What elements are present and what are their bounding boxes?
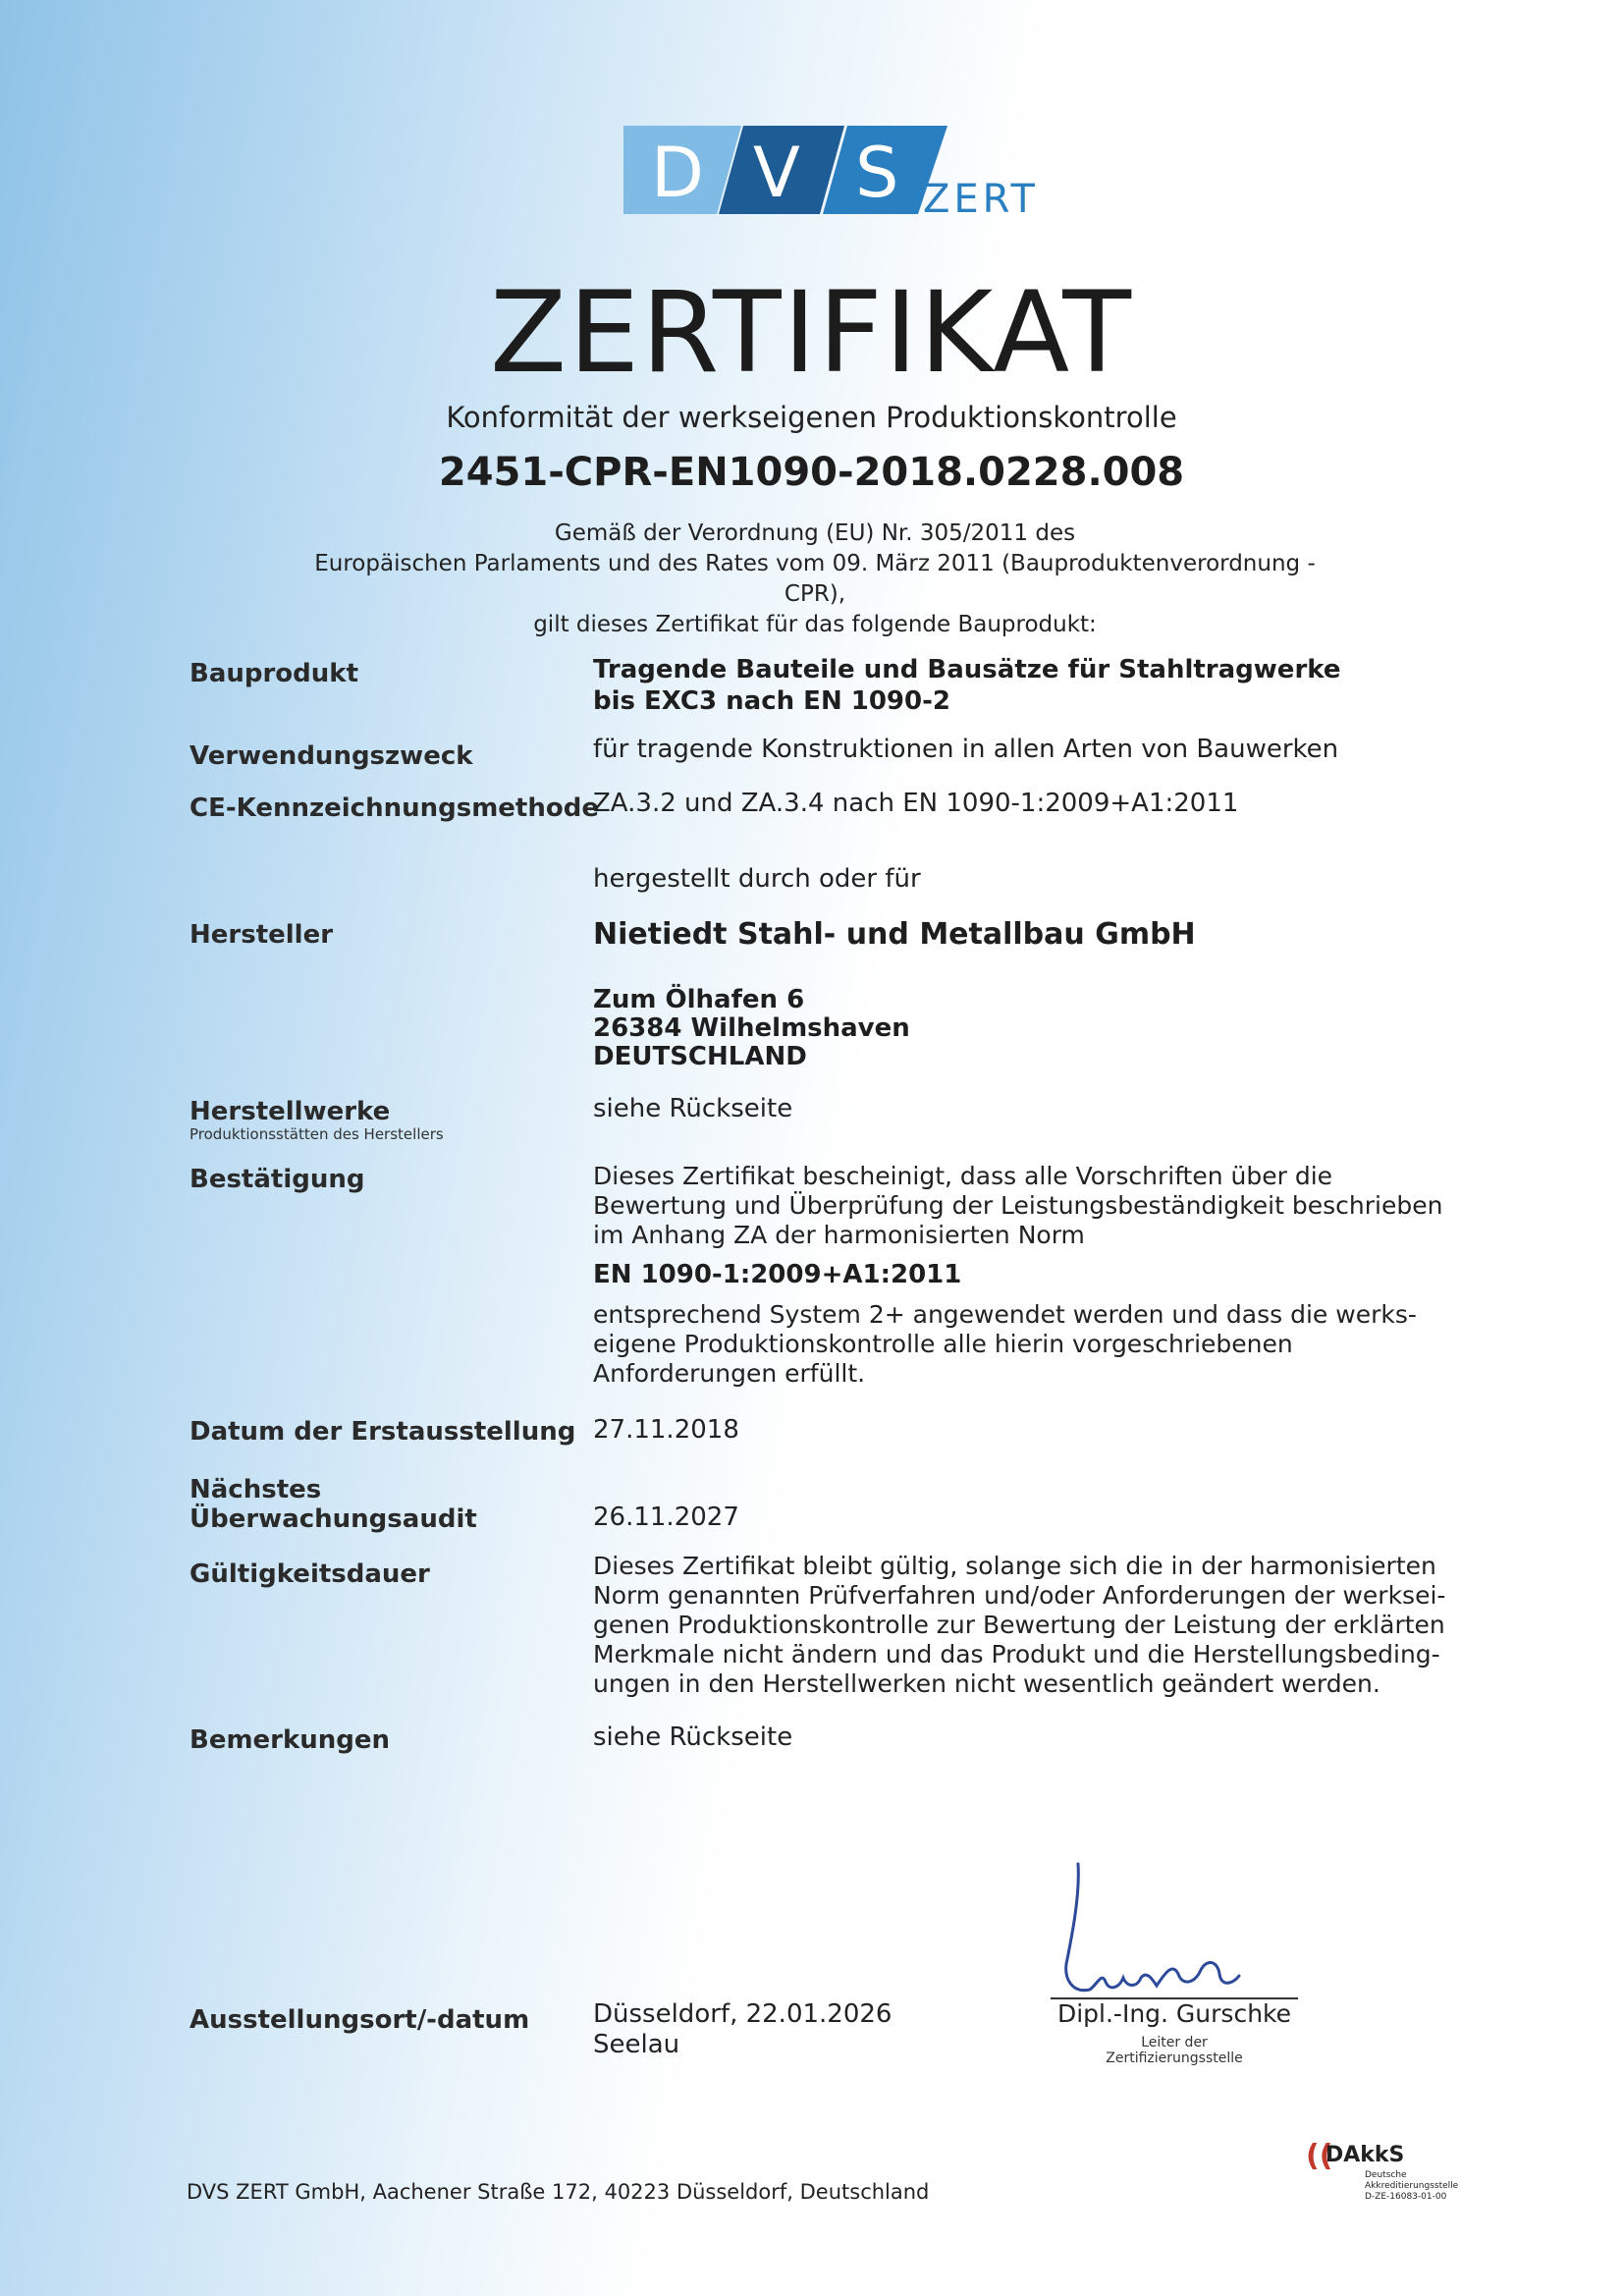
label-naechstes-audit <box>189 1475 477 1534</box>
role-line: Zertifizierungsstelle <box>1106 2050 1243 2066</box>
footer-address: DVS ZERT GmbH, Aachener Straße 172, 40223 Düsseldorf, Deutschland <box>187 2180 930 2204</box>
label-line: Überwachungsaudit <box>189 1504 477 1534</box>
ausstellung-line: Seelau <box>593 2030 680 2059</box>
logo-letter-s: S <box>855 133 899 213</box>
address-street: Zum Ölhafen 6 <box>593 985 805 1014</box>
intro-line: Gemäß der Verordnung (EU) Nr. 305/2011 des <box>554 520 1076 546</box>
bestaetigung-paragraph-2 <box>593 1300 1447 1389</box>
signatory-role <box>1041 2035 1308 2066</box>
dvs-zert-logo <box>623 116 1055 224</box>
certificate-title: ZERTIFIKAT <box>489 267 1133 398</box>
bauprodukt-line: bis EXC3 nach EN 1090-2 <box>593 686 950 716</box>
hergestellt-durch: hergestellt durch oder für <box>593 864 921 894</box>
certificate-number: 2451-CPR-EN1090-2018.0228.008 <box>438 450 1185 495</box>
bestaetigung-line: Bewertung und Überprüfung der Leistungsbeständigkeit beschrieben <box>593 1191 1443 1220</box>
sublabel-herstellwerke: Produktionsstätten des Herstellers <box>189 1125 444 1143</box>
label-hersteller: Hersteller <box>189 920 334 950</box>
dakks-mark-icon: (( <box>1306 2139 1333 2173</box>
bestaetigung-line: eigene Produktionskontrolle alle hierin vorgeschriebenen <box>593 1330 1293 1358</box>
value-ausstellungsort <box>593 1999 892 2060</box>
label-bemerkungen: Bemerkungen <box>189 1725 391 1755</box>
value-bauprodukt <box>593 654 1341 717</box>
dakks-accreditation-logo <box>1306 2139 1492 2208</box>
gueltigkeit-line: Merkmale nicht ändern und das Produkt und die Herstellungsbeding- <box>593 1640 1440 1668</box>
intro-line: gilt dieses Zertifikat für das folgende Bauprodukt: <box>533 612 1097 637</box>
label-herstellwerke: Herstellwerke <box>189 1097 391 1126</box>
dakks-title: DAkkS <box>1325 2143 1405 2167</box>
logo-zert-text: ZERT <box>923 177 1039 222</box>
label-line: Nächstes <box>189 1475 322 1504</box>
label-verwendungszweck: Verwendungszweck <box>189 741 473 771</box>
signatory-name: Dipl.-Ing. Gurschke <box>1056 1999 1292 2028</box>
hersteller-address <box>593 986 910 1071</box>
value-naechstes-audit: 26.11.2027 <box>593 1503 739 1532</box>
gueltigkeit-line: Dieses Zertifikat bleibt gültig, solange sich die in der harmonisierten <box>593 1552 1436 1580</box>
bestaetigung-line: Dieses Zertifikat bescheinigt, dass alle Vorschriften über die <box>593 1162 1333 1190</box>
dakks-line: Akkreditierungsstelle <box>1365 2181 1459 2191</box>
intro-line: Europäischen Parlaments und des Rates vom 09. März 2011 (Bauproduktenverordnung - CPR), <box>314 551 1316 607</box>
gueltigkeit-line: ungen in den Herstellwerken nicht wesentlich geändert werden. <box>593 1669 1380 1698</box>
bestaetigung-line: im Anhang ZA der harmonisierten Norm <box>593 1221 1085 1249</box>
value-gueltigkeitsdauer <box>593 1552 1447 1699</box>
signature-stroke <box>1066 1864 1239 1991</box>
bestaetigung-line: entsprechend System 2+ angewendet werden und dass die werks- <box>593 1300 1417 1329</box>
label-ausstellungsort: Ausstellungsort/-datum <box>189 2005 530 2035</box>
value-bemerkungen: siehe Rückseite <box>593 1722 793 1752</box>
bestaetigung-line: Anforderungen erfüllt. <box>593 1359 866 1388</box>
bauprodukt-line: Tragende Bauteile und Bausätze für Stahltragwerke <box>593 655 1341 684</box>
value-verwendungszweck: für tragende Konstruktionen in allen Arten von Bauwerken <box>593 735 1339 764</box>
role-line: Leiter der <box>1141 2035 1208 2050</box>
label-ce-kennzeichnungsmethode: CE-Kennzeichnungsmethode <box>189 793 599 823</box>
address-city: 26384 Wilhelmshaven <box>593 1013 910 1043</box>
dakks-line: D-ZE-16083-01-00 <box>1365 2192 1447 2202</box>
label-bestaetigung: Bestätigung <box>189 1165 365 1194</box>
handwritten-signature <box>1051 1856 1306 2003</box>
hersteller-name: Nietiedt Stahl- und Metallbau GmbH <box>593 917 1196 952</box>
ausstellung-line: Düsseldorf, 22.01.2026 <box>593 1999 893 2029</box>
address-country: DEUTSCHLAND <box>593 1042 807 1071</box>
label-erstausstellung: Datum der Erstausstellung <box>189 1417 576 1447</box>
label-gueltigkeitsdauer: Gültigkeitsdauer <box>189 1559 430 1589</box>
intro-text <box>295 519 1335 640</box>
value-erstausstellung: 27.11.2018 <box>593 1415 739 1445</box>
value-ce-kennzeichnungsmethode: ZA.3.2 und ZA.3.4 nach EN 1090-1:2009+A1:2011 <box>593 789 1239 818</box>
gueltigkeit-line: Norm genannten Prüfverfahren und/oder Anforderungen der werksei- <box>593 1581 1446 1610</box>
gueltigkeit-line: genen Produktionskontrolle zur Bewertung der Leistung der erklärten <box>593 1611 1445 1639</box>
logo-letter-d: D <box>651 133 704 213</box>
bestaetigung-paragraph-1 <box>593 1162 1447 1250</box>
label-bauprodukt: Bauprodukt <box>189 659 359 688</box>
logo-letter-v: V <box>753 133 800 213</box>
value-herstellwerke: siehe Rückseite <box>593 1094 793 1123</box>
bestaetigung-norm: EN 1090-1:2009+A1:2011 <box>593 1260 962 1289</box>
certificate-subtitle: Konformität der werkseigenen Produktionskontrolle <box>446 401 1177 434</box>
dakks-line: Deutsche <box>1365 2170 1407 2180</box>
